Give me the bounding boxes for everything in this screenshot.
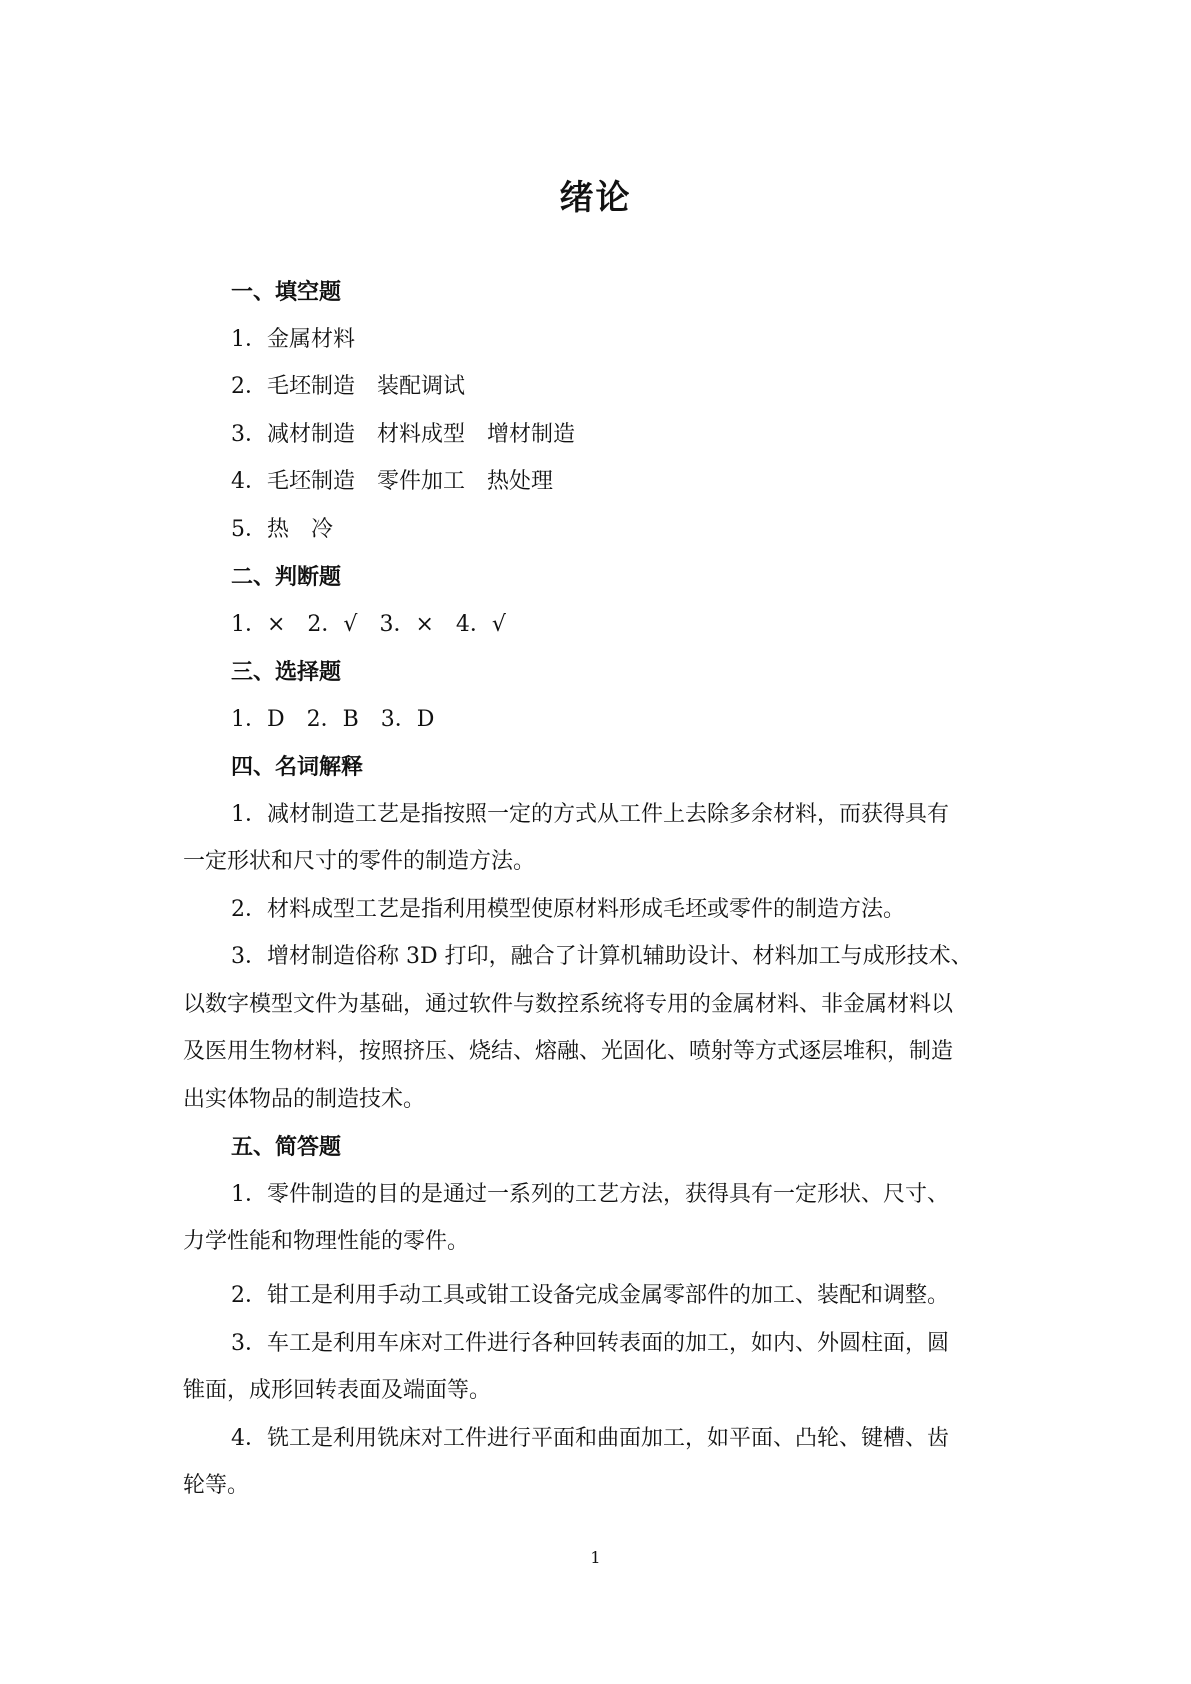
fill-blank-answer-4: 4．毛坯制造 零件加工 热处理 (231, 469, 553, 494)
short-answer-4-line-1: 4．铣工是利用铣床对工件进行平面和曲面加工，如平面、凸轮、键槽、齿 (231, 1426, 949, 1451)
true-false-answers: 1．× 2．√ 3．× 4．√ (231, 612, 506, 637)
term-explanation-3-line-1: 3．增材制造俗称 3D 打印，融合了计算机辅助设计、材料加工与成形技术、 (231, 944, 973, 969)
multiple-choice-answers: 1．D 2．B 3．D (231, 707, 435, 732)
fill-blank-answer-5: 5．热 冷 (231, 517, 333, 542)
fill-blank-answer-2: 2．毛坯制造 装配调试 (231, 374, 465, 399)
section-heading-multiple-choice: 三、选择题 (231, 659, 342, 685)
term-explanation-1-line-2: 一定形状和尺寸的零件的制造方法。 (183, 849, 536, 874)
section-heading-term-explanation: 四、名词解释 (231, 754, 364, 780)
page-number: 1 (590, 1548, 601, 1567)
term-explanation-3-line-3: 及医用生物材料，按照挤压、烧结、熔融、光固化、喷射等方式逐层堆积，制造 (183, 1039, 954, 1064)
term-explanation-3-line-2: 以数字模型文件为基础，通过软件与数控系统将专用的金属材料、非金属材料以 (183, 992, 954, 1017)
short-answer-3-line-1: 3．车工是利用车床对工件进行各种回转表面的加工，如内、外圆柱面，圆 (231, 1331, 949, 1356)
short-answer-2-line-1: 2．钳工是利用手动工具或钳工设备完成金属零部件的加工、装配和调整。 (231, 1283, 949, 1308)
short-answer-3-line-2: 锥面，成形回转表面及端面等。 (183, 1378, 492, 1403)
short-answer-1-line-1: 1．零件制造的目的是通过一系列的工艺方法，获得具有一定形状、尺寸、 (231, 1182, 949, 1207)
fill-blank-answer-1: 1．金属材料 (231, 327, 355, 352)
section-heading-fill-blank: 一、填空题 (231, 279, 342, 305)
page-title: 绪论 (559, 178, 632, 218)
short-answer-1-line-2: 力学性能和物理性能的零件。 (183, 1229, 470, 1254)
short-answer-4-line-2: 轮等。 (183, 1473, 250, 1498)
term-explanation-2-line-1: 2．材料成型工艺是指利用模型使原材料形成毛坯或零件的制造方法。 (231, 897, 905, 922)
section-heading-true-false: 二、判断题 (231, 564, 342, 590)
fill-blank-answer-3: 3．减材制造 材料成型 增材制造 (231, 422, 575, 447)
term-explanation-1-line-1: 1．减材制造工艺是指按照一定的方式从工件上去除多余材料，而获得具有 (231, 802, 949, 827)
term-explanation-3-line-4: 出实体物品的制造技术。 (183, 1087, 426, 1112)
section-heading-short-answer: 五、简答题 (231, 1134, 342, 1160)
